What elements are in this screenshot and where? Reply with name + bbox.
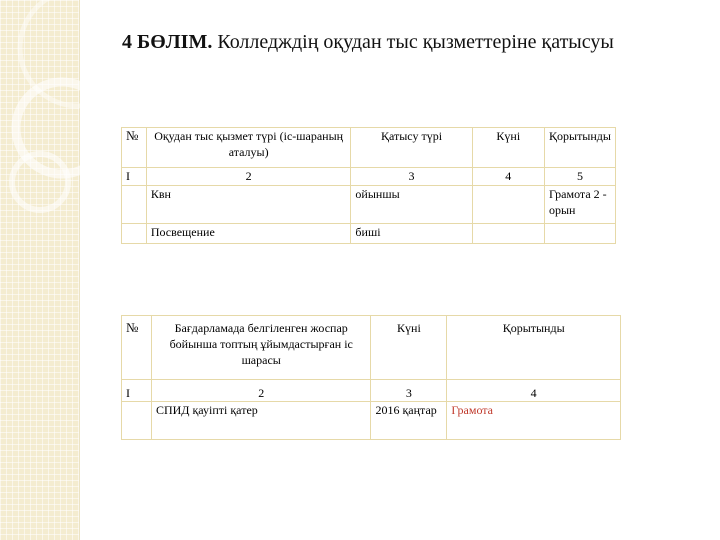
date-cell bbox=[472, 186, 544, 224]
activity-cell: Посвещение bbox=[146, 224, 351, 244]
table-header-row bbox=[122, 128, 616, 168]
header-date: Күні bbox=[371, 316, 447, 380]
column-number: 4 bbox=[447, 380, 621, 402]
result-cell: Грамота 2 - орын bbox=[544, 186, 615, 224]
date-cell bbox=[472, 224, 544, 244]
column-number: I bbox=[122, 380, 152, 402]
column-number: 5 bbox=[544, 168, 615, 186]
section-number: 4 БӨЛІМ. bbox=[122, 31, 213, 53]
group-events-table bbox=[121, 315, 621, 440]
date-cell: 2016 қаңтар bbox=[371, 402, 447, 440]
header-number: № bbox=[122, 316, 152, 380]
column-number: 2 bbox=[151, 380, 371, 402]
row-number-cell bbox=[122, 224, 147, 244]
decorative-circles bbox=[0, 0, 80, 540]
activities-table bbox=[121, 127, 616, 244]
header-result: Қорытынды bbox=[544, 128, 615, 168]
column-number: 3 bbox=[371, 380, 447, 402]
column-number-row bbox=[122, 168, 616, 186]
header-date: Күні bbox=[472, 128, 544, 168]
participation-cell: биші bbox=[351, 224, 472, 244]
table-row bbox=[122, 402, 621, 440]
participation-cell: ойыншы bbox=[351, 186, 472, 224]
event-cell: СПИД қауіпті қатер bbox=[151, 402, 371, 440]
header-participation: Қатысу түрі bbox=[351, 128, 472, 168]
column-number: 4 bbox=[472, 168, 544, 186]
column-number-row bbox=[122, 380, 621, 402]
column-number: 2 bbox=[146, 168, 351, 186]
column-number: I bbox=[122, 168, 147, 186]
row-number-cell bbox=[122, 402, 152, 440]
header-event: Бағдарламада белгіленген жоспар бойынша топтың ұйымдастырған іс шарасы bbox=[151, 316, 371, 380]
result-cell: Грамота bbox=[447, 402, 621, 440]
activity-cell: Квн bbox=[146, 186, 351, 224]
page-title bbox=[122, 28, 662, 57]
table-header-row bbox=[122, 316, 621, 380]
header-result: Қорытынды bbox=[447, 316, 621, 380]
row-number-cell bbox=[122, 186, 147, 224]
header-activity: Оқудан тыс қызмет түрі (іс-шараның аталуы) bbox=[146, 128, 351, 168]
column-number: 3 bbox=[351, 168, 472, 186]
table-row bbox=[122, 186, 616, 224]
result-cell bbox=[544, 224, 615, 244]
header-number: № bbox=[122, 128, 147, 168]
decorative-sidebar bbox=[0, 0, 80, 540]
table-row bbox=[122, 224, 616, 244]
section-title-text: Колледждің оқудан тыс қызметтеріне қатысуы bbox=[212, 31, 614, 53]
